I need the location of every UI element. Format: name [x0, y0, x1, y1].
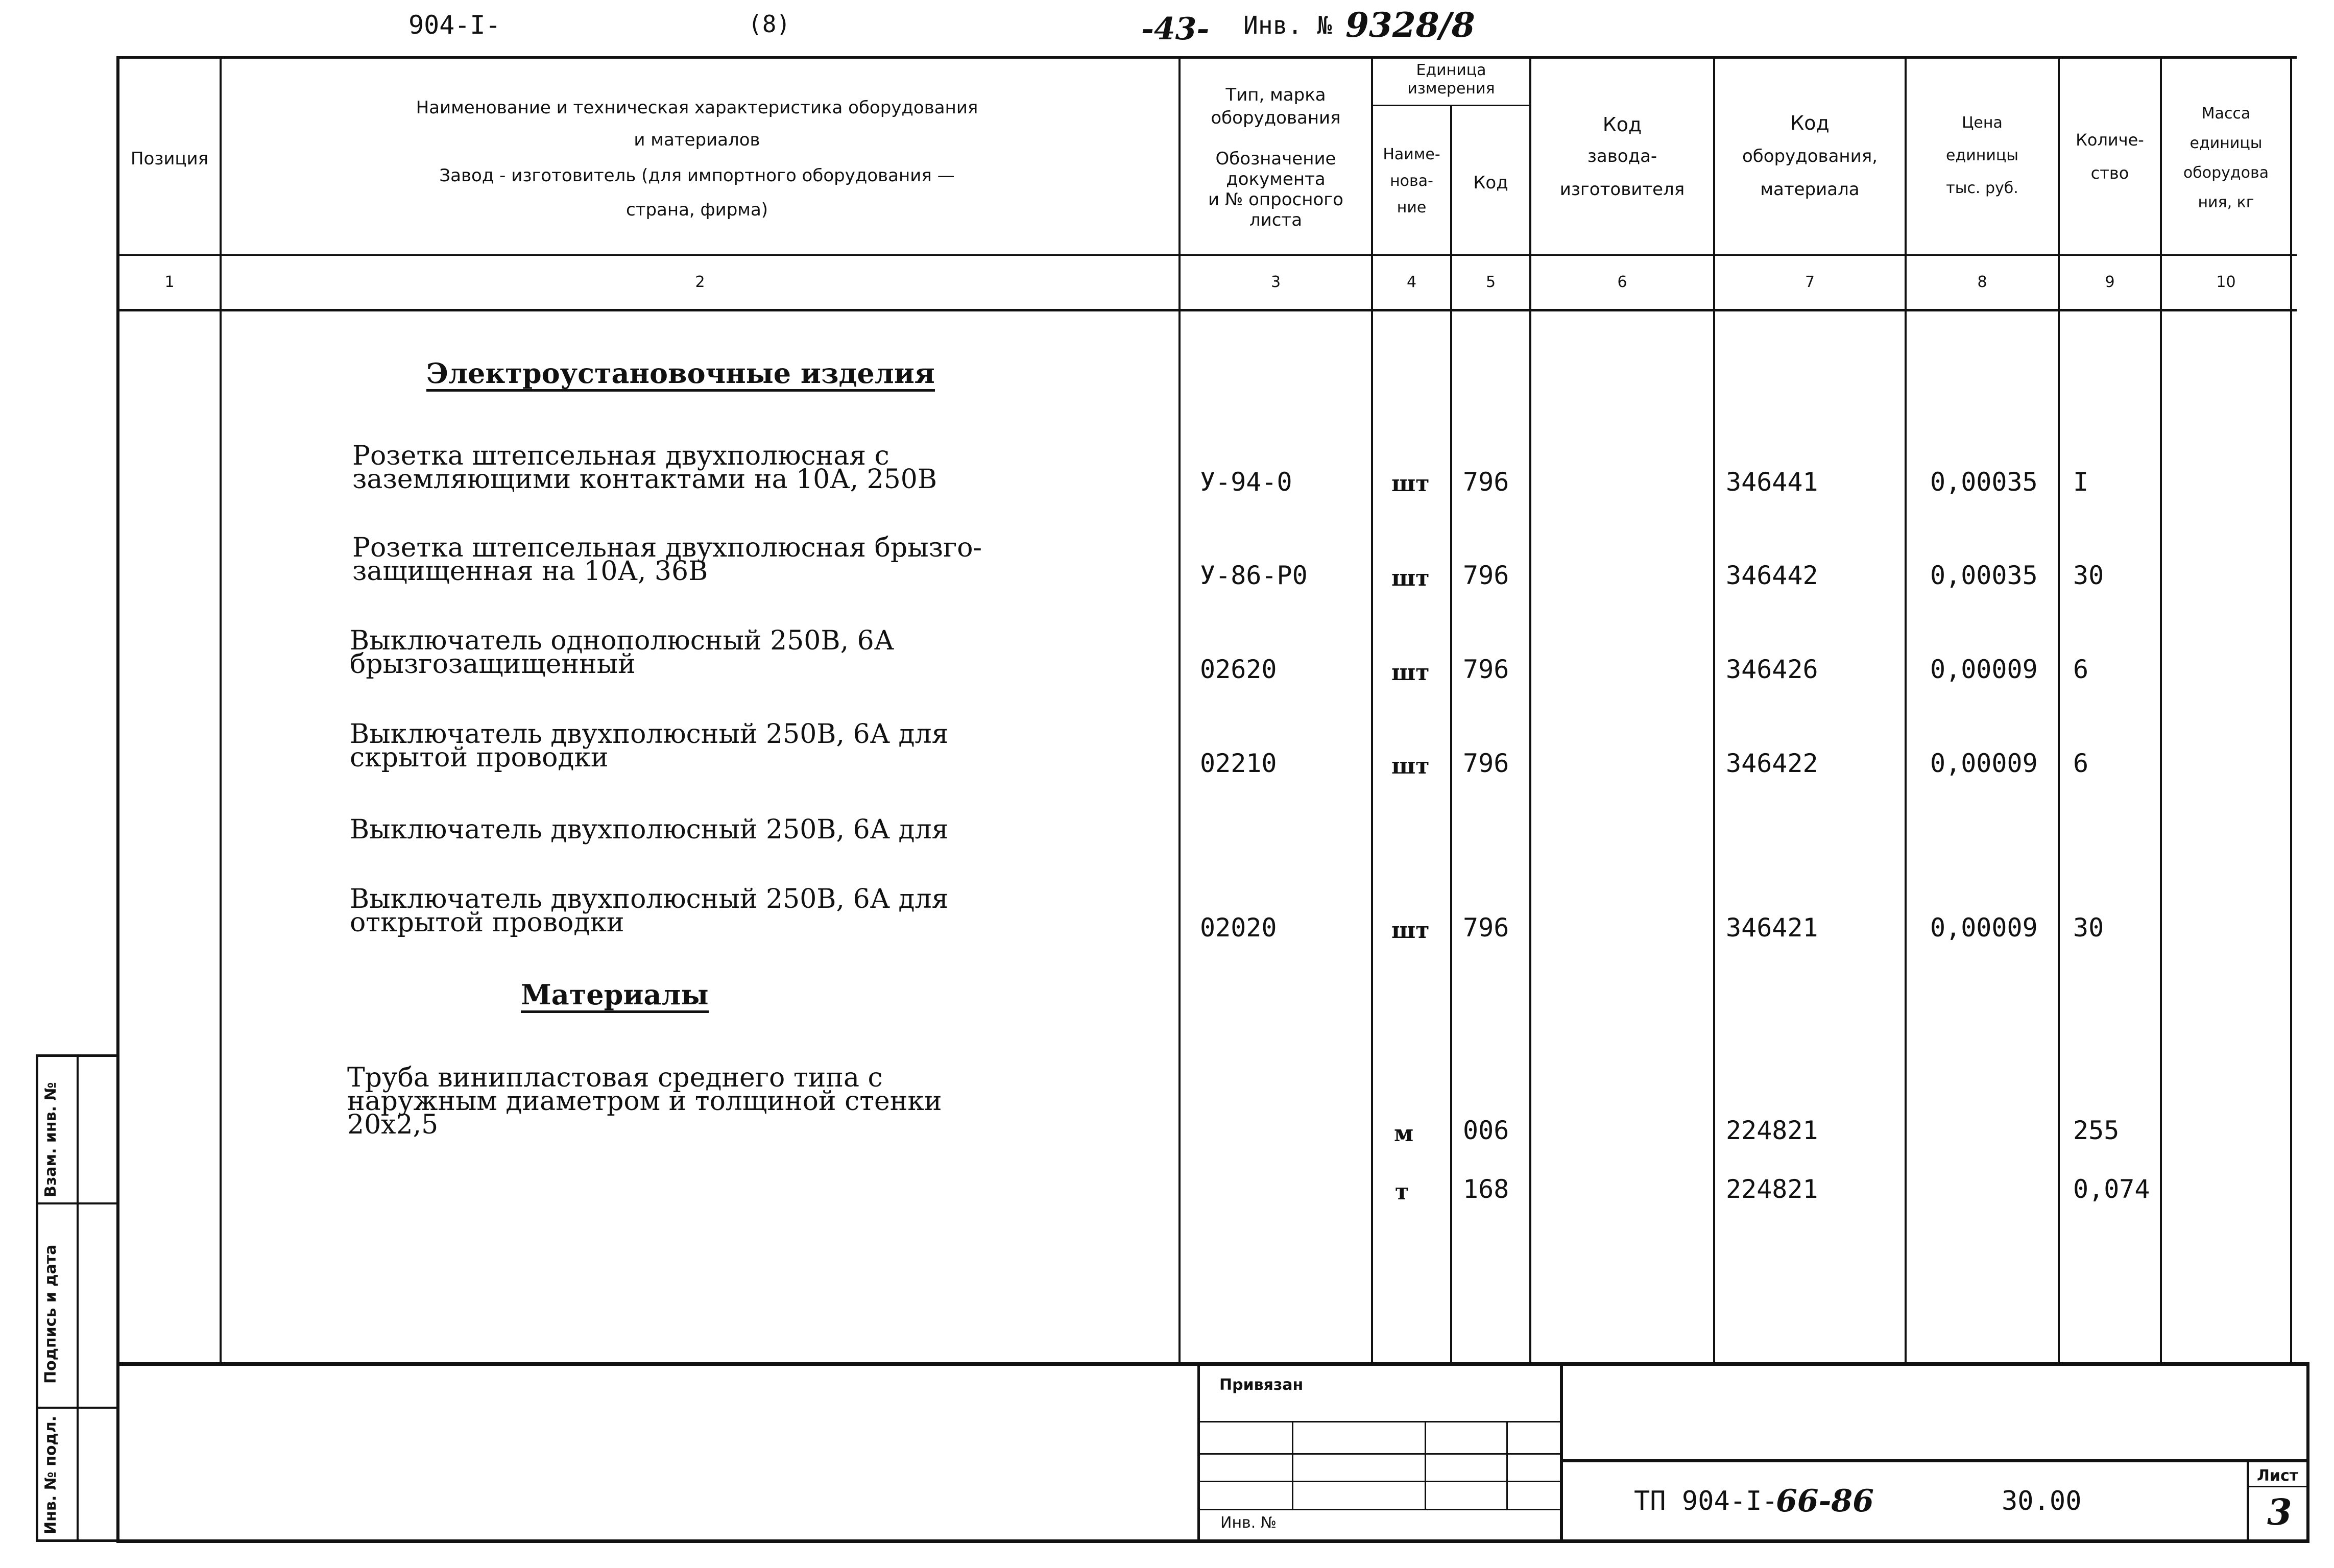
- item-unit: т: [1395, 1179, 1409, 1205]
- item-quantity: 30: [2073, 913, 2104, 943]
- item-unit-code: 796: [1463, 913, 1509, 943]
- item-unit-code: 796: [1463, 561, 1509, 590]
- item-type: 02020: [1200, 913, 1277, 943]
- item-price: 0,00035: [1930, 561, 2038, 590]
- header-price-line-3: тыс. руб.: [1946, 179, 2018, 197]
- header-unit-line-2: измерения: [1407, 80, 1495, 98]
- column-number: 7: [1804, 273, 1815, 291]
- item-unit: шт: [1391, 753, 1430, 779]
- header-name-line-2: и материалов: [634, 130, 760, 150]
- item-price: 0,00009: [1930, 913, 2038, 943]
- inventory-label: Инв. №: [1243, 11, 1332, 40]
- header-type-line-1: Тип, марка: [1225, 85, 1326, 105]
- item-quantity: 6: [2073, 655, 2089, 684]
- sidebar-vzam-label: Взам. инв. №: [42, 1082, 60, 1197]
- item-material-code: 224821: [1726, 1174, 1818, 1204]
- header-material-code-line-3: материала: [1760, 179, 1860, 200]
- item-name-line-1: Выключатель однополюсный 250В, 6А: [350, 625, 895, 656]
- item-material-code: 346422: [1726, 749, 1818, 778]
- header-material-code-line-1: Код: [1790, 112, 1830, 134]
- item-name-line-1: Выключатель двухполюсный 250В, 6А для: [350, 719, 949, 750]
- header-type-line-4: документа: [1226, 169, 1326, 189]
- item-unit: шт: [1391, 471, 1430, 497]
- item-unit: шт: [1391, 918, 1430, 944]
- header-material-code-line-2: оборудования,: [1742, 146, 1878, 166]
- inventory-no-label: Инв. №: [1220, 1514, 1277, 1532]
- header-quantity-line-1: Количе-: [2076, 130, 2144, 150]
- inventory-number-handwritten: 9328/8: [1345, 5, 1475, 45]
- item-material-code: 224821: [1726, 1116, 1818, 1145]
- column-number: 6: [1617, 273, 1627, 291]
- page-number-handwritten: -43-: [1141, 11, 1210, 47]
- item-type: У-86-Р0: [1200, 561, 1308, 590]
- item-name-line-2: скрытой проводки: [350, 742, 609, 773]
- column-number: 8: [1977, 273, 1987, 291]
- item-unit-code: 796: [1463, 467, 1509, 497]
- item-unit: м: [1394, 1121, 1414, 1147]
- section-title: Электроустановочные изделия: [426, 361, 935, 392]
- header-unit-name-line-2: нова-: [1390, 172, 1433, 190]
- header-unit-code: Код: [1473, 173, 1508, 193]
- item-type: 02620: [1200, 655, 1277, 684]
- sidebar-signature-label: Подпись и дата: [42, 1244, 60, 1384]
- item-quantity: 0,074: [2073, 1174, 2150, 1204]
- series-number: 904-I-: [408, 10, 501, 40]
- item-name-line-1: Труба винипластовая среднего типа с: [347, 1063, 883, 1093]
- header-type-line-5: и № опросного: [1208, 189, 1343, 210]
- header-type-line-6: листа: [1249, 210, 1303, 230]
- item-quantity: 6: [2073, 749, 2089, 778]
- header-position: Позиция: [130, 149, 209, 169]
- header-mass-line-4: ния, кг: [2198, 194, 2254, 211]
- item-quantity: I: [2073, 467, 2089, 497]
- sidebar-inv-podl-label: Инв. № подл.: [42, 1415, 60, 1534]
- header-factory-code-line-2: завода-: [1587, 146, 1657, 166]
- sheet-number: 3: [2267, 1491, 2292, 1533]
- header-type-line-3: Обозначение: [1215, 149, 1336, 169]
- item-name-line-2: брызгозащищенный: [350, 649, 636, 680]
- item-type: У-94-0: [1200, 467, 1292, 497]
- column-number: 10: [2216, 273, 2236, 291]
- header-name-line-1: Наименование и техническая характеристика оборудования: [416, 98, 978, 118]
- header-factory-code-line-3: изготовителя: [1559, 179, 1685, 200]
- sheet-label: Лист: [2257, 1467, 2299, 1485]
- item-unit: шт: [1391, 565, 1430, 591]
- item-material-code: 346426: [1726, 655, 1818, 684]
- header-type-line-2: оборудования: [1211, 108, 1341, 128]
- section-title: Материалы: [521, 983, 709, 1013]
- item-type: 02210: [1200, 749, 1277, 778]
- header-mass-line-3: оборудова: [2183, 164, 2269, 182]
- header-mass-line-1: Масса: [2201, 105, 2251, 123]
- item-material-code: 346421: [1726, 913, 1818, 943]
- item-name-line-2: наружным диаметром и толщиной стенки: [347, 1086, 942, 1117]
- item-name-line-2: защищенная на 10А, 36В: [352, 556, 708, 587]
- document-code-prefix: ТП 904-I-: [1634, 1486, 1778, 1516]
- item-price: 0,00009: [1930, 655, 2038, 684]
- header-unit-line-1: Единица: [1416, 61, 1486, 79]
- item-price: 0,00009: [1930, 749, 2038, 778]
- header-quantity-line-2: ство: [2090, 163, 2129, 183]
- header-factory-code-line-1: Код: [1602, 113, 1642, 136]
- item-quantity: 30: [2073, 561, 2104, 590]
- item-name-line-2: заземляющими контактами на 10А, 250В: [352, 464, 937, 495]
- item-price: 0,00035: [1930, 467, 2038, 497]
- header-unit-name-line-1: Наиме-: [1383, 146, 1440, 163]
- item-material-code: 346442: [1726, 561, 1818, 590]
- header-unit-name-line-3: ние: [1397, 199, 1427, 216]
- item-name-line-1: Розетка штепсельная двухполюсная с: [352, 441, 889, 471]
- column-number: 2: [695, 273, 705, 291]
- item-unit-code: 796: [1463, 749, 1509, 778]
- document-code-handwritten: 66-86: [1776, 1483, 1874, 1519]
- privyazan-label: Привязан: [1219, 1376, 1304, 1394]
- column-number: 5: [1485, 273, 1496, 291]
- item-unit-code: 006: [1463, 1116, 1509, 1145]
- column-number: 1: [164, 273, 175, 291]
- header-name-line-3: Завод - изготовитель (для импортного оборудования —: [439, 165, 955, 186]
- column-number: 3: [1270, 273, 1281, 291]
- item-quantity: 255: [2073, 1116, 2120, 1145]
- item-name-line-1: Выключатель двухполюсный 250В, 6А для: [350, 884, 949, 914]
- part-number: (8): [748, 10, 791, 38]
- header-name-line-4: страна, фирма): [625, 200, 768, 220]
- item-unit: шт: [1391, 660, 1430, 686]
- item-name-line-1: Розетка штепсельная двухполюсная брызго-: [352, 533, 982, 563]
- item-unit-code: 168: [1463, 1174, 1509, 1204]
- item-unit-code: 796: [1463, 655, 1509, 684]
- header-mass-line-2: единицы: [2189, 134, 2263, 152]
- item-name-line-2: открытой проводки: [350, 907, 624, 938]
- header-price-line-1: Цена: [1962, 114, 2003, 132]
- column-number: 4: [1406, 273, 1417, 291]
- header-price-line-2: единицы: [1946, 147, 2018, 164]
- item-name-line-1: Выключатель двухполюсный 250В, 6А для: [350, 814, 949, 845]
- item-name-line-3: 20х2,5: [347, 1109, 439, 1140]
- column-number: 9: [2105, 273, 2115, 291]
- document-code-suffix: 30.00: [2002, 1486, 2082, 1516]
- item-material-code: 346441: [1726, 467, 1818, 497]
